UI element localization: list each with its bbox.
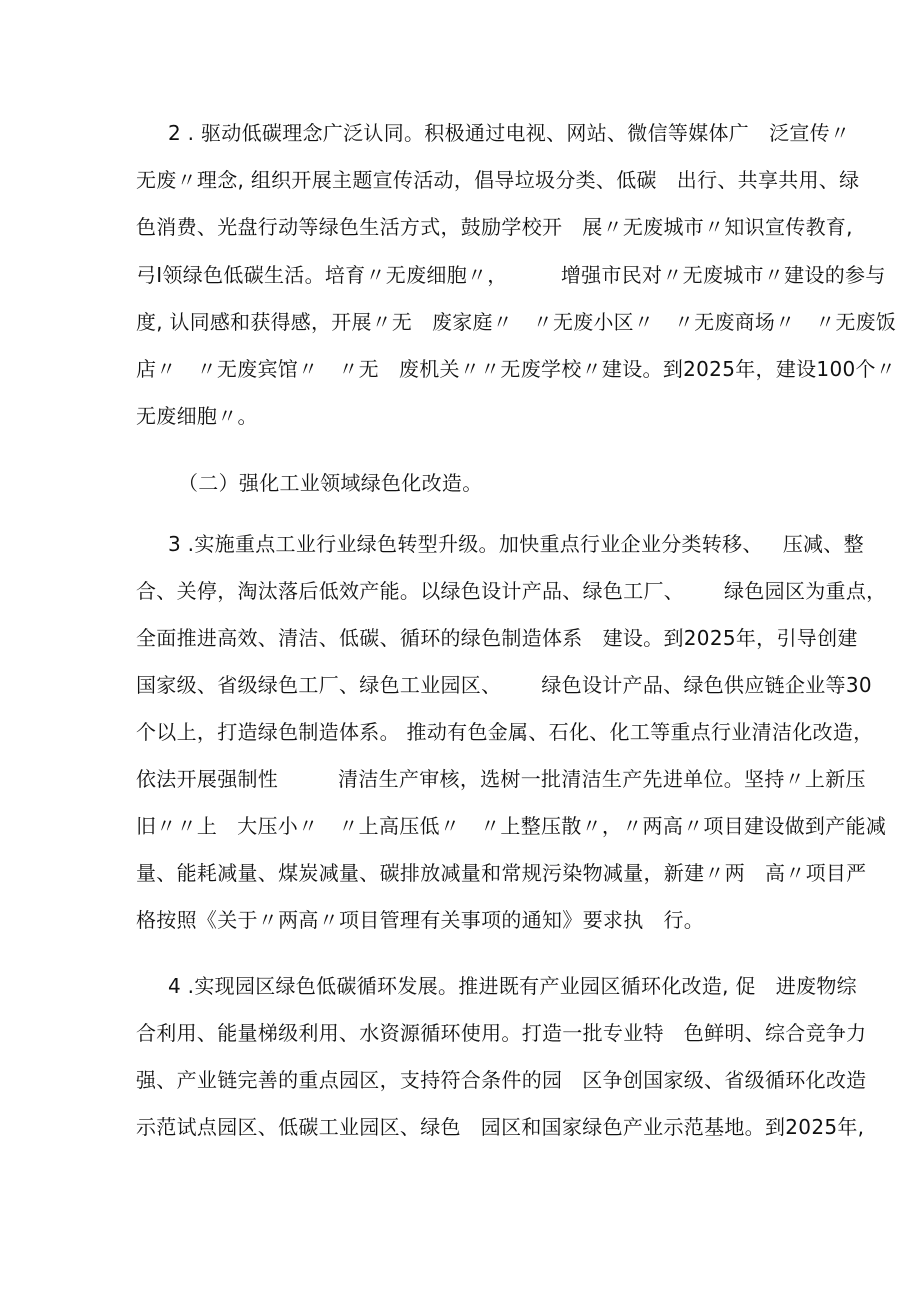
text-line: 国家级、省级绿色工厂、绿色工业园区、 绿色设计产品、绿色供应链企业等30 <box>136 673 872 697</box>
text-line: 依法开展强制性 清洁生产审核，选树一批清洁生产先进单位。坚持〃上新压 <box>136 767 866 791</box>
text-line: 弓I领绿色低碳生活。培育〃无废细胞〃， 增强市民对〃无废城市〃建设的参与 <box>136 263 886 287</box>
text-line: 3 .实施重点工业行业绿色转型升级。加快重点行业企业分类转移、 压减、整 <box>168 532 864 556</box>
text-line: 无废细胞〃。 <box>136 404 258 428</box>
text-line: 店〃 〃无废宾馆〃 〃无 废机关〃〃无废学校〃建设。到2025年，建设100个〃 <box>136 357 897 381</box>
text-line: 无废〃理念, 组织开展主题宣传活动，倡导垃圾分类、低碳 出行、共享共用、绿 <box>136 168 860 192</box>
text-line: 色消费、光盘行动等绿色生活方式，鼓励学校开 展〃无废城市〃知识宣传教育, <box>136 215 853 239</box>
text-line: 4 .实现园区绿色低碳循环发展。推进既有产业园区循环化改造, 促 进废物综 <box>168 974 857 998</box>
text-line: 全面推进高效、清洁、低碳、循环的绿色制造体系 建设。到2025年，引导创建 <box>136 626 858 650</box>
section-heading: （二）强化工业领域绿色化改造。 <box>178 471 483 495</box>
text-line: 强、产业链完善的重点园区，支持符合条件的园 区争创国家级、省级循环化改造 <box>136 1068 867 1092</box>
text-line: 合、关停，淘汰落后低效产能。以绿色设计产品、绿色工厂、 绿色园区为重点， <box>136 579 887 603</box>
text-line: 2 . 驱动低碳理念广泛认同。积极通过电视、网站、微信等媒体广 泛宣传〃 <box>168 121 851 145</box>
text-line: 度, 认同感和获得感，开展〃无 废家庭〃 〃无废小区〃 〃无废商场〃 〃无废饭 <box>136 310 897 334</box>
text-line: 合利用、能量梯级利用、水资源循环使用。打造一批专业特 色鲜明、综合竞争力 <box>136 1021 867 1045</box>
text-line: 量、能耗减量、煤炭减量、碳排放减量和常规污染物减量，新建〃两 高〃项目严 <box>136 861 867 885</box>
text-line: 示范试点园区、低碳工业园区、绿色 园区和国家绿色产业示范基地。到2025年, <box>136 1115 865 1139</box>
text-line: 格按照《关于〃两高〃项目管理有关事项的通知》要求执 行。 <box>136 908 705 932</box>
text-line: 个以上，打造绿色制造体系。 推动有色金属、石化、化工等重点行业清洁化改造， <box>136 720 874 744</box>
text-line: 旧〃〃上 大压小〃 〃上高压低〃 〃上整压散〃，〃两高〃项目建设做到产能减 <box>136 814 887 838</box>
